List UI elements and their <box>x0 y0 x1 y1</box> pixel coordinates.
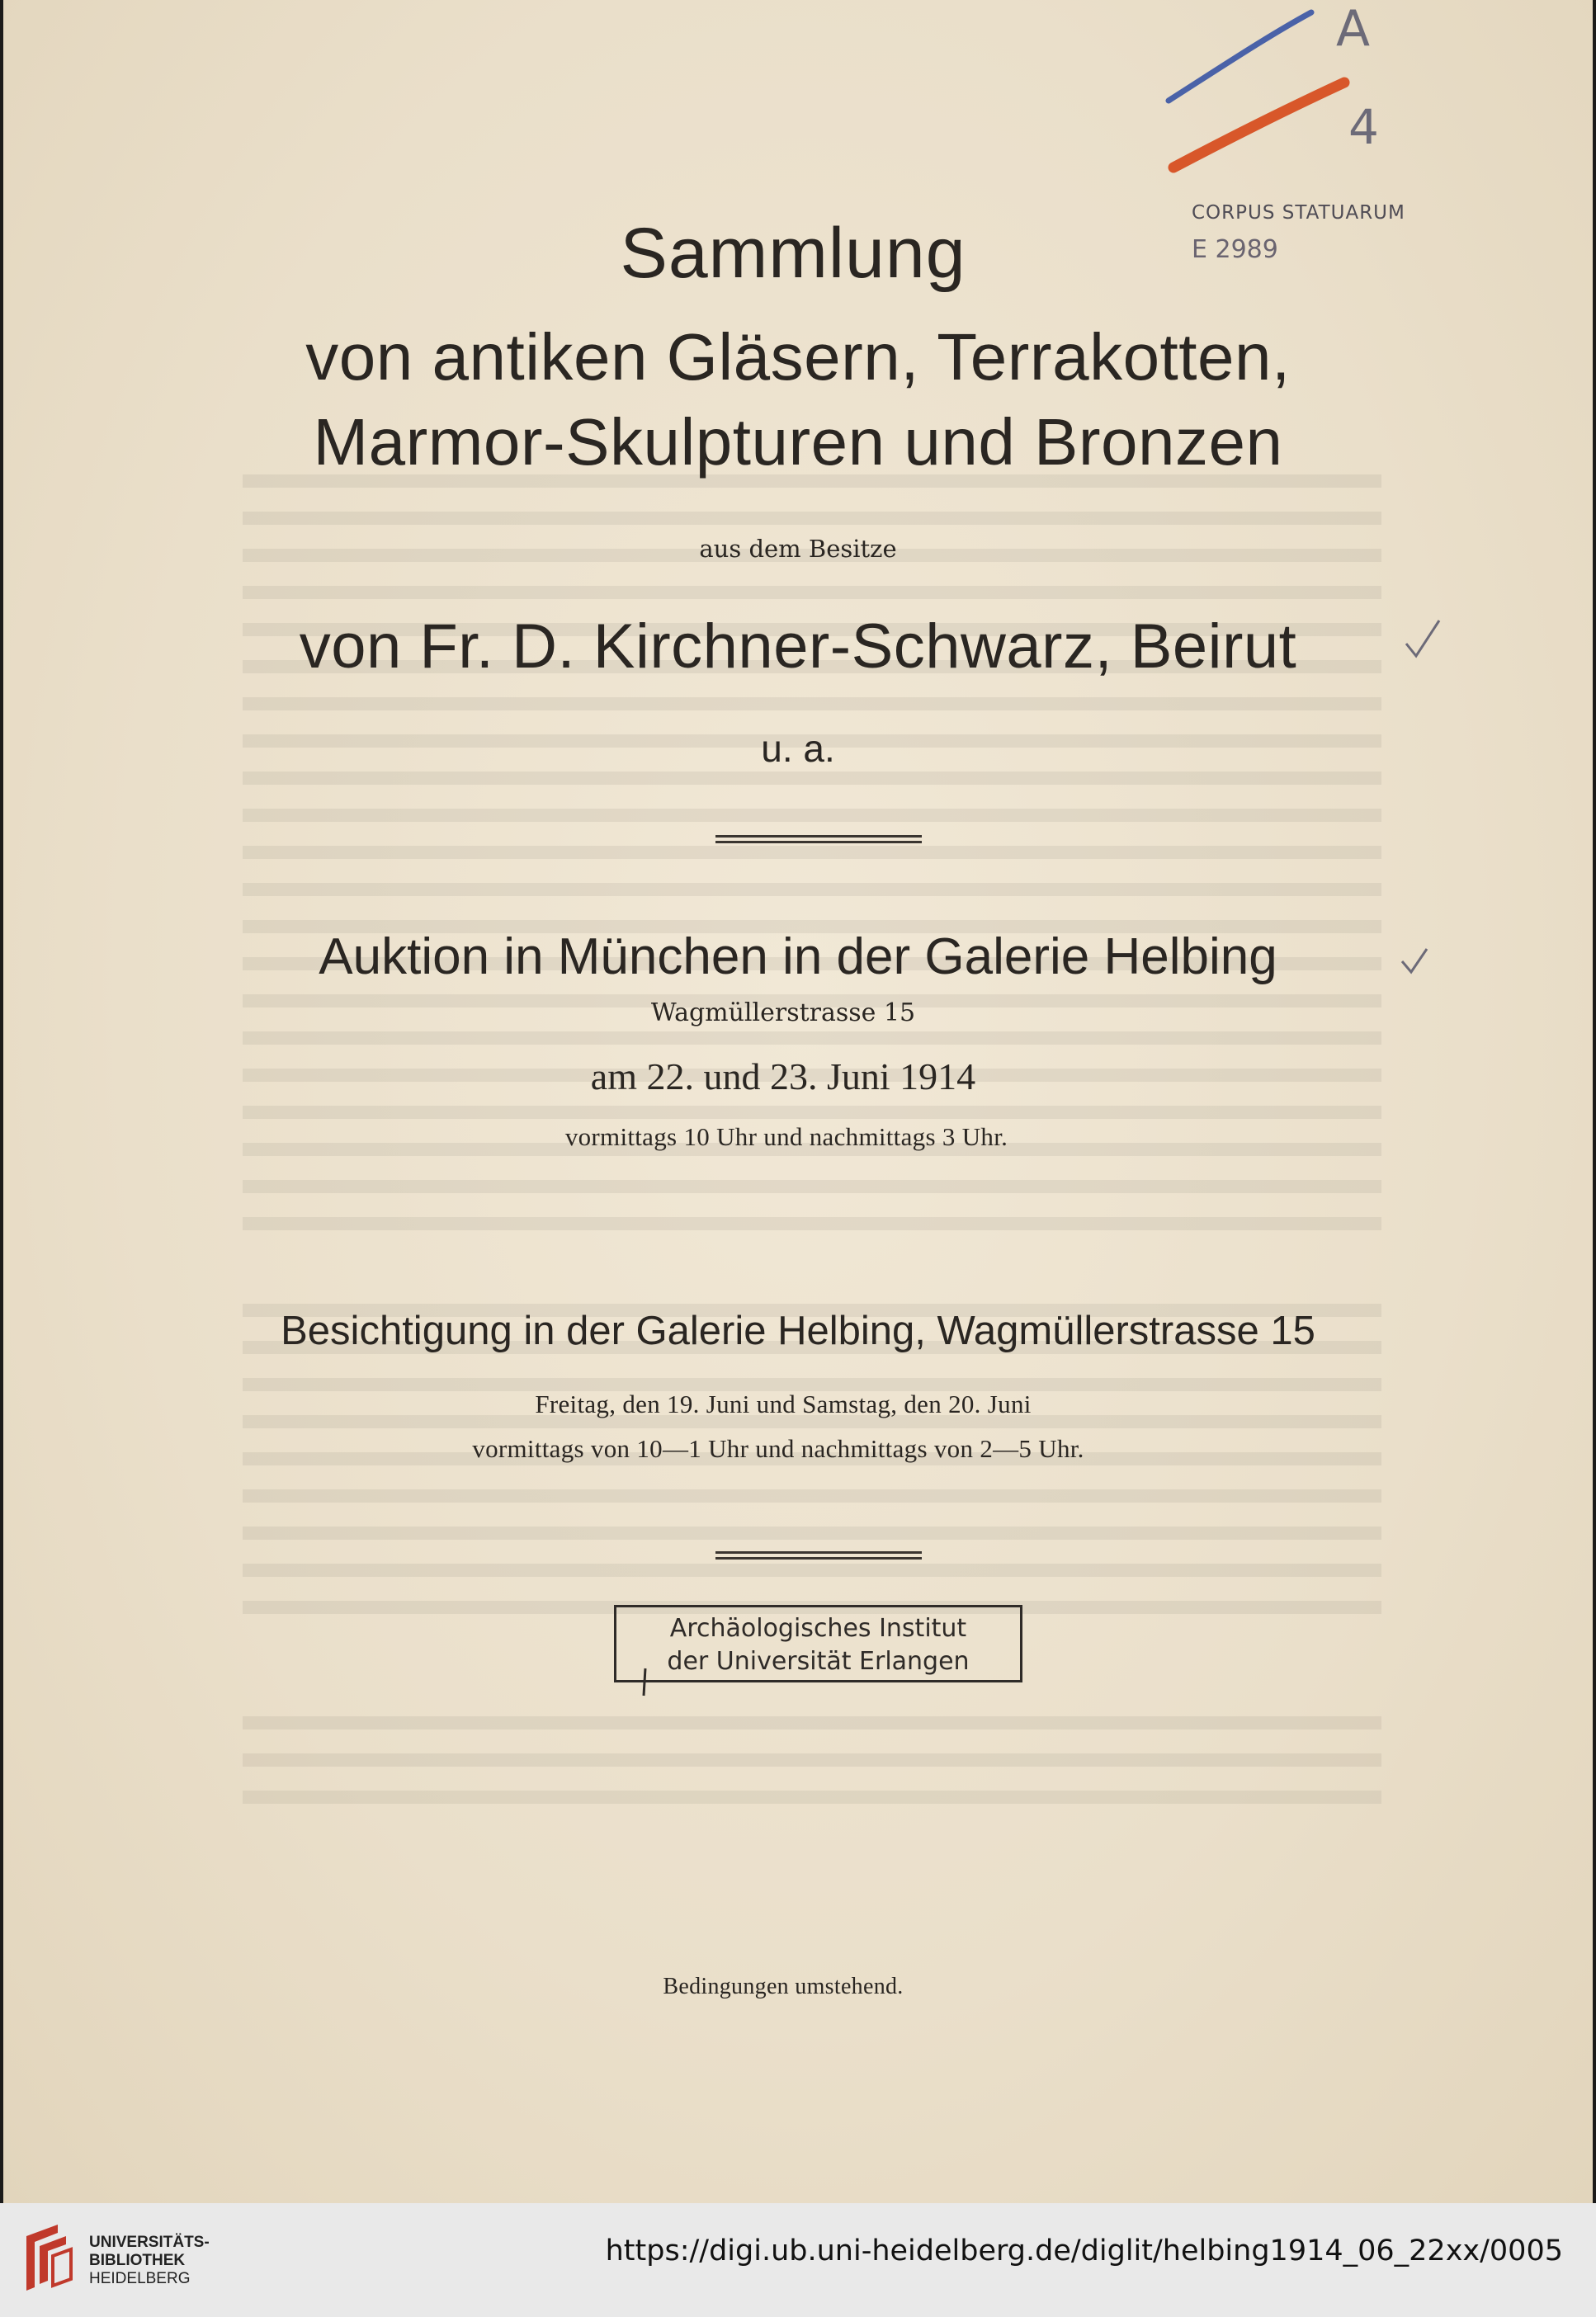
viewer-footer <box>0 2203 1596 2317</box>
title-line-2: von antiken Gläsern, Terrakotten, <box>305 320 1291 394</box>
ua-line: u. a. <box>761 727 835 770</box>
institute-stamp <box>614 1605 1022 1682</box>
title-line-3: Marmor-Skulpturen und Bronzen <box>313 405 1283 479</box>
corpus-statuarum-stamp: CORPUS STATUARUM <box>1192 202 1405 224</box>
viewing-times: vormittags von 10—1 Uhr und nachmittags von 2—5 Uhr. <box>472 1434 1084 1463</box>
permalink-url[interactable]: https://digi.ub.uni-heidelberg.de/diglit/helbing1914_06_22xx/0005 <box>605 2234 1563 2267</box>
ub-logo-text <box>89 2234 210 2288</box>
institute-stamp-line-2: der Universität Erlangen <box>667 1647 970 1676</box>
handwritten-mark-top: A <box>1336 0 1371 58</box>
inventory-number: E 2989 <box>1192 235 1278 264</box>
viewing-dates: Freitag, den 19. Juni und Samstag, den 20. Juni <box>535 1390 1032 1418</box>
divider-rule-2 <box>715 1551 922 1560</box>
handwritten-mark-second: 4 <box>1348 99 1379 155</box>
aus-dem-besitze: aus dem Besitze <box>699 535 897 563</box>
title-line-1: Sammlung <box>620 214 966 293</box>
ub-logo-line-2: BIBLIOTHEK <box>89 2252 186 2269</box>
auction-address: Wagmüllerstrasse 15 <box>650 998 916 1027</box>
auction-dates: am 22. und 23. Juni 1914 <box>590 1055 976 1097</box>
ub-logo-line-1: UNIVERSITÄTS- <box>89 2234 210 2251</box>
scanned-page <box>3 0 1593 2203</box>
viewing-heading: Besichtigung in der Galerie Helbing, Wagmüllerstrasse 15 <box>281 1309 1315 1353</box>
auction-times: vormittags 10 Uhr und nachmittags 3 Uhr. <box>564 1122 1008 1151</box>
conditions-note: Bedingungen umstehend. <box>663 1974 904 1999</box>
auction-heading: Auktion in München in der Galerie Helbing <box>319 928 1277 985</box>
divider-rule-1 <box>715 835 922 843</box>
owner-line: von Fr. D. Kirchner-Schwarz, Beirut <box>299 611 1297 682</box>
institute-stamp-line-1: Archäologisches Institut <box>669 1614 967 1643</box>
ub-logo-line-3: HEIDELBERG <box>89 2270 191 2287</box>
ub-logo-icon <box>18 2221 76 2296</box>
